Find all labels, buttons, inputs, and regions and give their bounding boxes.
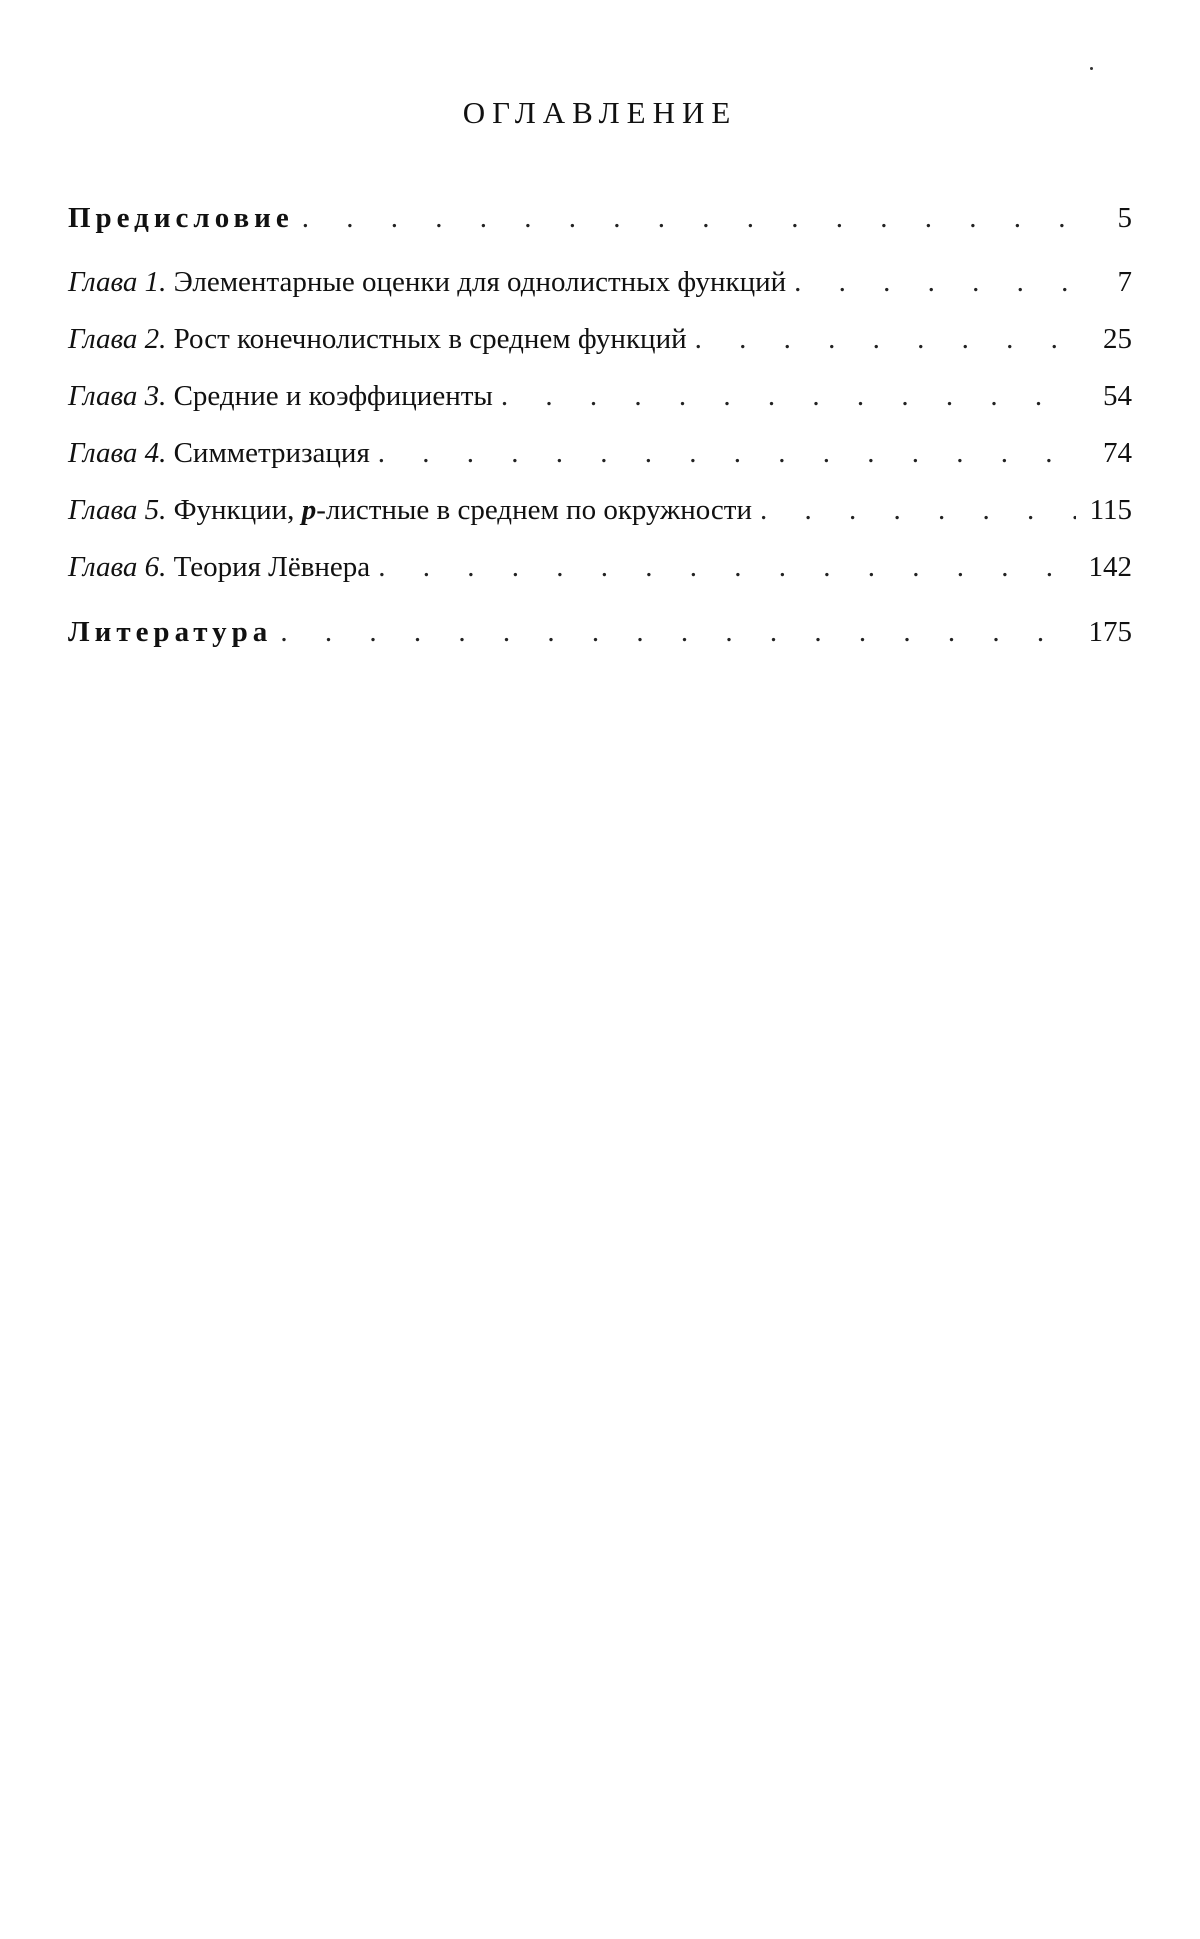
dot-leader [501,376,1076,416]
toc-entry-title: Симметризация [173,437,370,469]
toc-entry-chapter-2 [68,319,1132,359]
toc-entry-page: 54 [1103,380,1132,412]
chapter-number: Глава 6. [68,551,167,583]
toc-entry-page: 7 [1117,266,1132,298]
dot-leader [302,198,1076,238]
chapter-number: Глава 3. [68,380,167,412]
toc-entry-page: 74 [1103,437,1132,469]
chapter-number: Глава 4. [68,437,167,469]
toc-entry-title: Предисловие [68,202,294,234]
title-part: -листные в среднем по окружности [316,494,752,526]
toc-entry-page: 175 [1088,616,1132,648]
toc-entry-preface [68,198,1132,238]
toc-entry-title [174,494,752,526]
dot-leader [794,262,1076,302]
toc-entry-chapter-3 [68,376,1132,416]
toc-entry-chapter-5 [68,490,1132,530]
toc-entry-title: Теория Лёвнера [173,551,371,583]
toc-entry-page: 25 [1103,323,1132,355]
dot-leader [695,319,1076,359]
math-variable-p: p [301,494,317,526]
toc-heading: ОГЛАВЛЕНИЕ [462,95,738,130]
toc-entry-page: 5 [1117,202,1132,234]
toc-entry-chapter-4 [68,433,1132,473]
toc-entry-chapter-1 [68,262,1132,302]
dot-leader [378,547,1076,587]
toc-entry-title: Рост конечнолистных в среднем функций [173,323,687,355]
title-part: Функции, [173,494,302,526]
print-speck [1090,67,1093,70]
toc-entry-title: Элементарные оценки для однолистных функций [173,266,787,298]
dot-leader [280,612,1076,652]
toc-entry-chapter-6 [68,547,1132,587]
toc-entry-title: Средние и коэффициенты [173,380,493,412]
toc-entry-title: Литература [68,616,273,648]
chapter-number: Глава 1. [68,266,167,298]
chapter-number: Глава 5. [68,494,167,526]
dot-leader [378,433,1076,473]
chapter-number: Глава 2. [68,323,167,355]
dot-leader [760,490,1076,530]
toc-entry-page: 142 [1088,551,1132,583]
toc-entry-page: 115 [1089,494,1132,526]
toc-entry-references [68,612,1132,652]
